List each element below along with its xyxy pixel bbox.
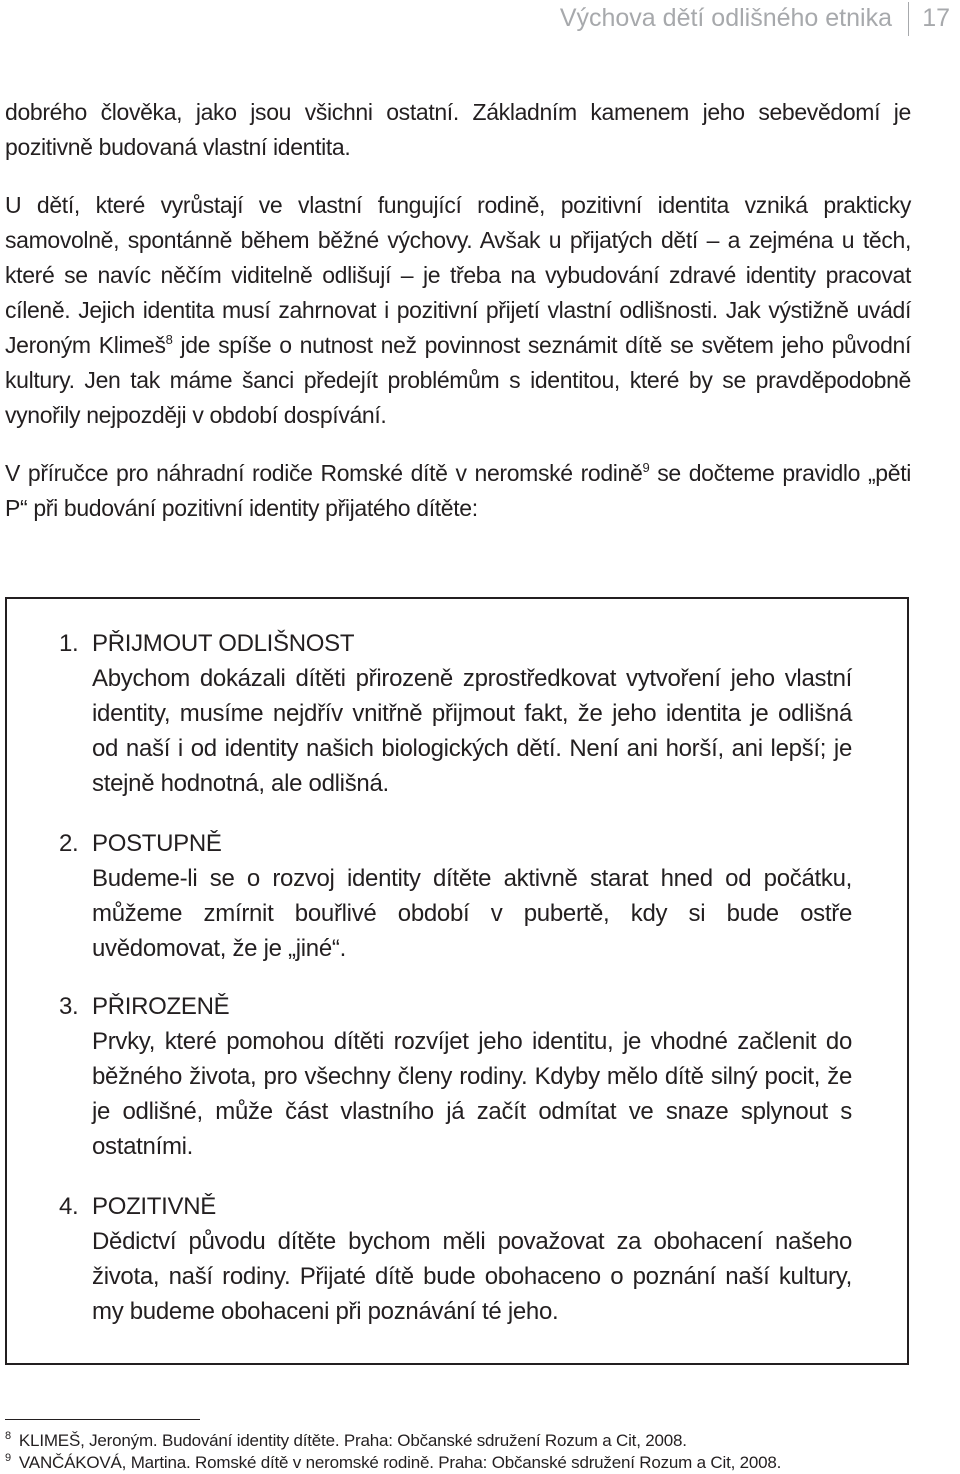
paragraph-3-text-b: se dočteme pravidlo „pěti P“ při budování pozitivní identity přijatého dítěte: [5,460,911,521]
rule-heading: POSTUPNĚ [92,830,222,857]
paragraph-2-text-a: U dětí, které vyrůstají ve vlastní fungující rodině, pozitivní identita vzniká prakticky samovolně, spontánně během běžné výchovy. Avšak u přijatých dětí – a zejména u těch, které se navíc něčím viditelně odlišují – je třeba na vybudování zdravé identity pracovat cíleně. Jejich identita musí zahrnovat i pozitivní přijetí vlastní odlišnosti. Jak výstižně uvádí Jeroným Klimeš [5,192,911,358]
paragraph-2-text-b: jde spíše o nutnost než povinnost seznámit dítě se světem jeho původní kultury. Jen tak máme šanci předejít problémům s identitou, které by se pravděpodobně vynořily nejpozději v období dospívání. [5,332,911,428]
footnote-8 [5,1430,687,1451]
footnote-text: KLIMEŠ, Jeroným. Budování identity dítěte. Praha: Občanské sdružení Rozum a Cit, 2008. [18,1431,687,1450]
running-header-title: Výchova dětí odlišného etnika [559,4,892,32]
paragraph-2 [5,188,911,433]
paragraph-3 [5,456,911,526]
rule-heading: PŘIJMOUT ODLIŠNOST [92,630,355,657]
header-divider [908,2,909,36]
body-text [5,95,911,526]
rules-box [5,597,909,1365]
paragraph-1: dobrého člověka, jako jsou všichni ostatní. Základním kamenem jeho sebevědomí je pozitivně budovaná vlastní identita. [5,99,911,160]
footnote-divider [5,1419,200,1420]
rule-text: Budeme-li se o rozvoj identity dítěte aktivně starat hned od počátku, můžeme zmírnit bouřlivé období v pubertě, kdy si bude ostře uvědomovat, že je „jiné“. [92,865,852,962]
rule-text: Dědictví původu dítěte bychom měli považovat za obohacení našeho života, naší rodiny. Přijaté dítě bude obohaceno o poznání naší kultury, my budeme obohaceni při poznávání té jeho. [92,1228,852,1325]
running-header [460,0,960,36]
footnote-text: VANČÁKOVÁ, Martina. Romské dítě v neromské rodině. Praha: Občanské sdružení Rozum a Cit, 2008. [18,1453,782,1472]
rule-item [59,1189,859,1329]
rule-item [59,626,859,801]
rule-number: 1. [59,630,79,657]
paragraph-3-text-a: V příručce pro náhradní rodiče Romské dítě v neromské rodině [5,460,643,486]
footnote-mark: 8 [5,1430,11,1442]
page-number: 17 [922,4,950,32]
rule-text: Abychom dokázali dítěti přirozeně zprostředkovat vytvoření jeho vlastní identity, musíme nejdřív vnitřně přijmout fakt, že jeho identita je odlišná od naší i od identity našich biologických dětí. Není ani horší, ani lepší; je stejně hodnotná, ale odlišná. [92,665,852,797]
rule-number: 2. [59,830,79,857]
rule-heading: PŘIROZENĚ [92,993,230,1020]
rule-item [59,989,859,1164]
rule-item [59,826,859,966]
rule-number: 3. [59,993,79,1020]
footnote-ref-8: 8 [165,332,173,347]
rule-number: 4. [59,1193,79,1220]
rule-text: Prvky, které pomohou dítěti rozvíjet jeho identitu, je vhodné začlenit do běžného života, pro všechny členy rodiny. Kdyby mělo dítě silný pocit, že je odlišné, může část vlastního já začít odmítat ve snaze splynout s ostatními. [92,1028,852,1160]
rule-heading: POZITIVNĚ [92,1193,216,1220]
footnote-ref-9: 9 [642,460,650,475]
footnote-9 [5,1452,781,1473]
footnote-mark: 9 [5,1452,11,1464]
